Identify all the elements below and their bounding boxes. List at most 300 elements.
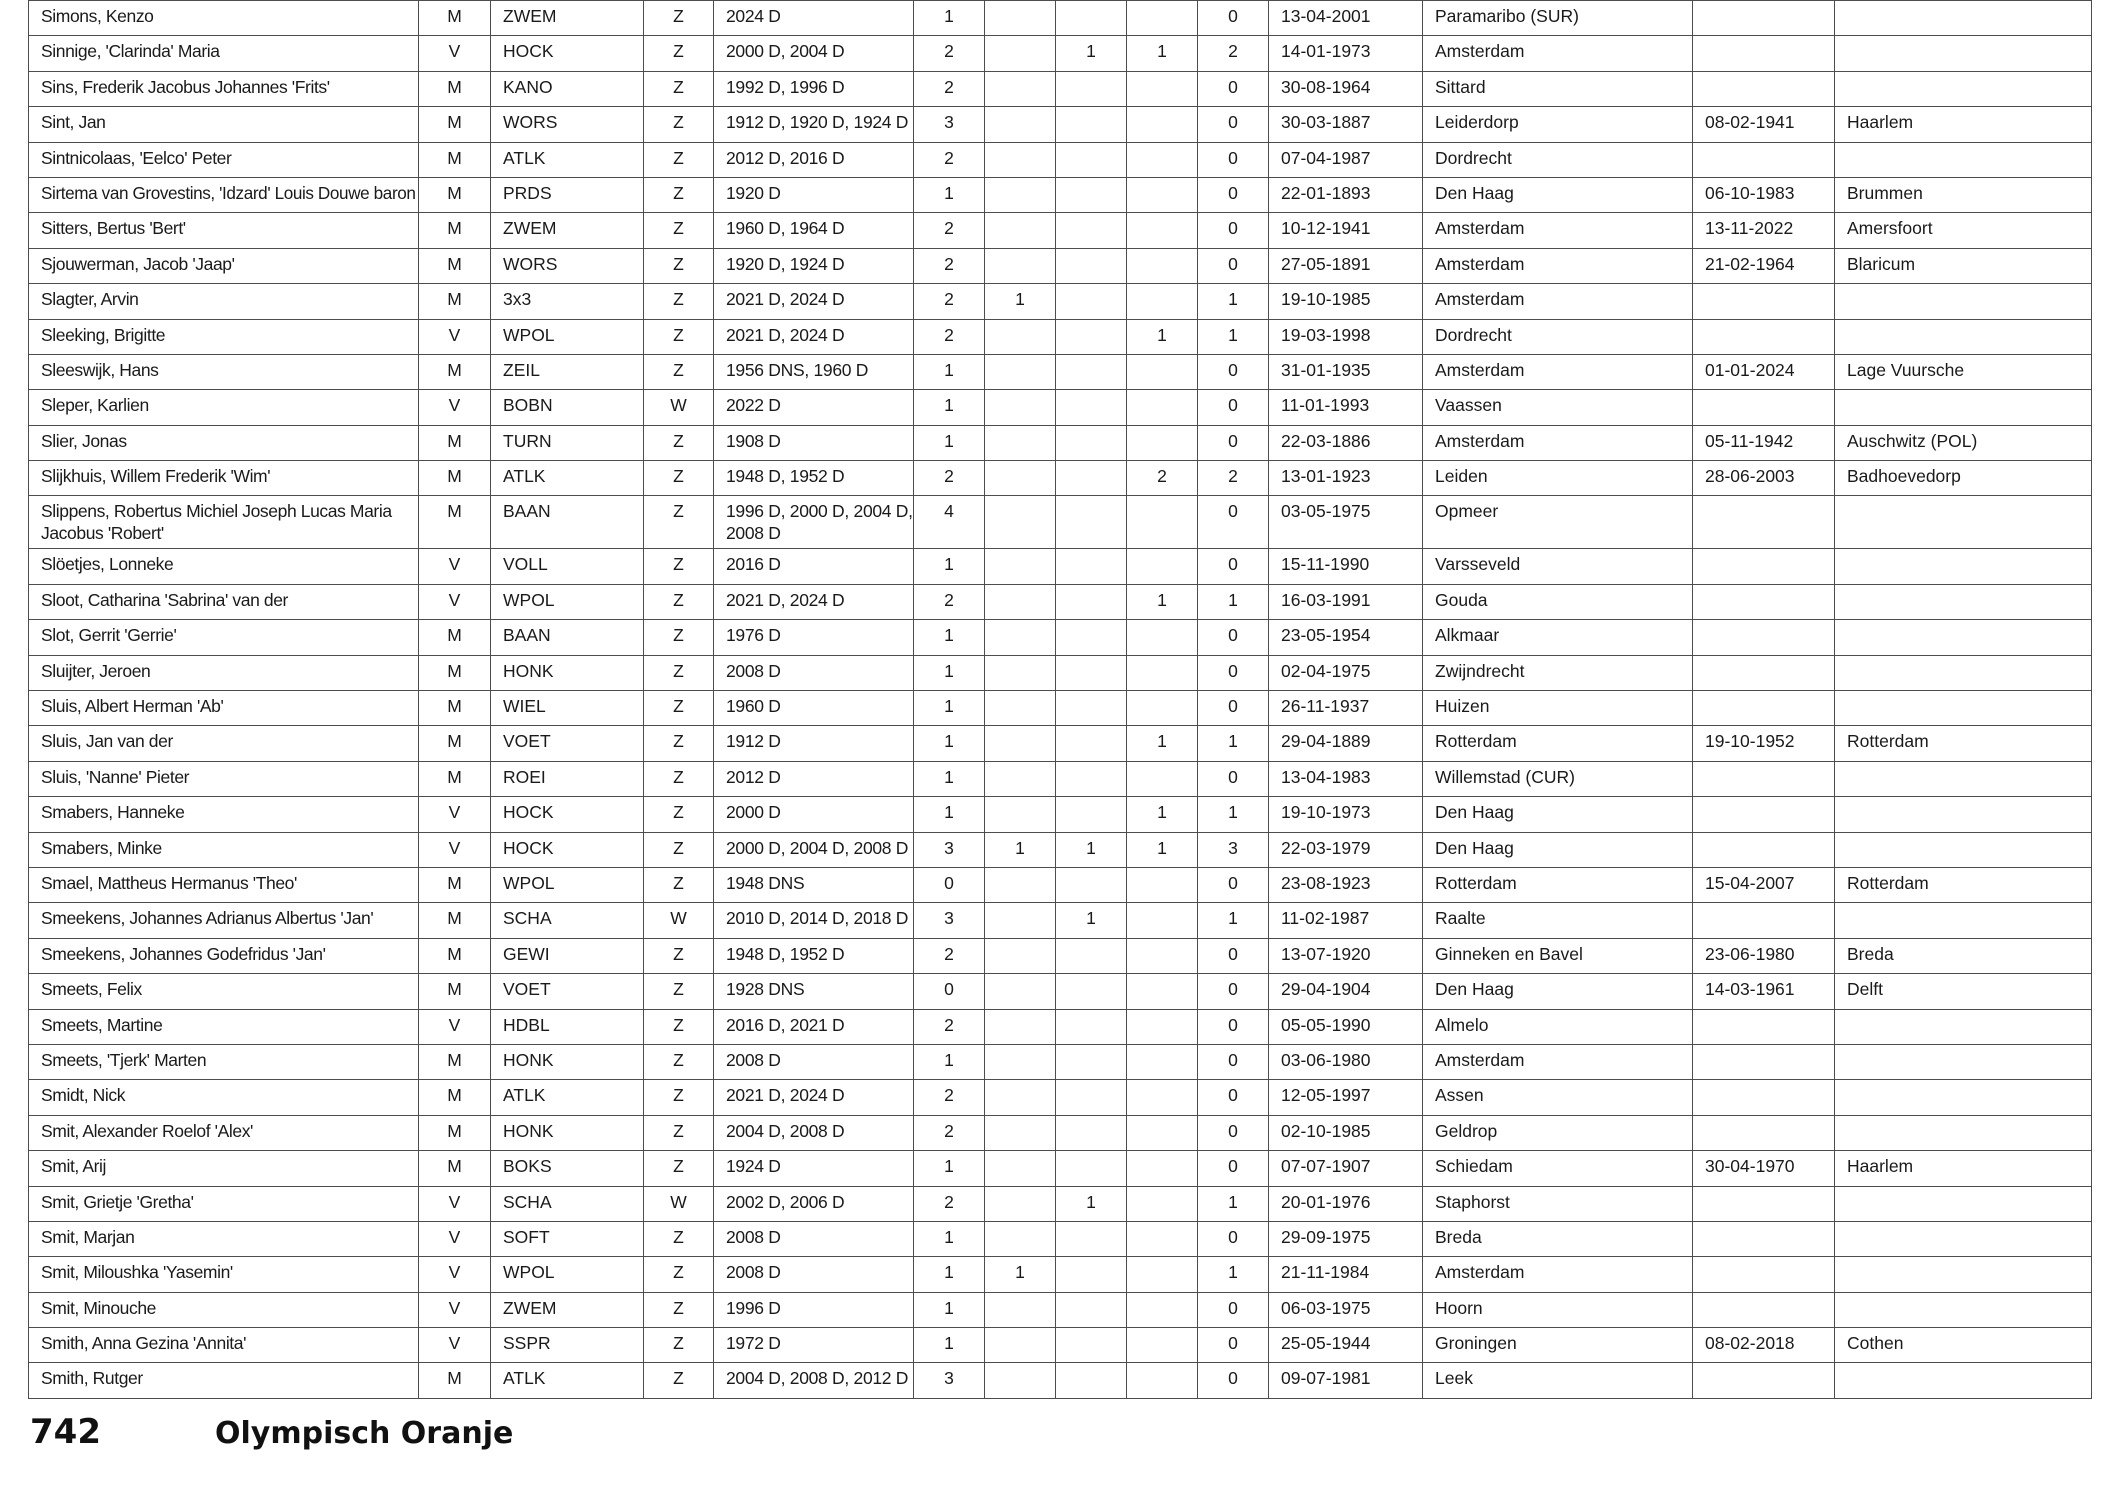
sport-code-cell: BAAN xyxy=(491,496,644,549)
games-cell: 1924 D xyxy=(714,1151,914,1186)
death-date-cell xyxy=(1693,1080,1835,1115)
season-cell: Z xyxy=(644,938,714,973)
table-row xyxy=(29,867,2092,902)
death-place-cell: Blaricum xyxy=(1835,248,2092,283)
birth-place-cell: Varsseveld xyxy=(1423,549,1693,584)
games-count-cell: 1 xyxy=(914,691,985,726)
table-row xyxy=(29,425,2092,460)
medal-total-cell: 0 xyxy=(1198,390,1269,425)
bronze-count-cell: 1 xyxy=(1127,36,1198,71)
birth-date-cell: 30-08-1964 xyxy=(1269,71,1423,106)
season-cell: Z xyxy=(644,107,714,142)
games-count-cell: 1 xyxy=(914,726,985,761)
games-cell: 1960 D xyxy=(714,691,914,726)
death-place-cell xyxy=(1835,584,2092,619)
silver-count-cell xyxy=(1056,726,1127,761)
bronze-count-cell xyxy=(1127,1363,1198,1398)
athlete-name-cell: Smit, Arij xyxy=(29,1151,419,1186)
birth-place-cell: Geldrop xyxy=(1423,1115,1693,1150)
medal-total-cell: 0 xyxy=(1198,1044,1269,1079)
games-cell: 2008 D xyxy=(714,1257,914,1292)
games-count-cell: 1 xyxy=(914,390,985,425)
season-cell: Z xyxy=(644,1151,714,1186)
sex-cell: V xyxy=(419,1292,491,1327)
games-cell: 2004 D, 2008 D, 2012 D xyxy=(714,1363,914,1398)
death-place-cell: Auschwitz (POL) xyxy=(1835,425,2092,460)
sport-code-cell: WORS xyxy=(491,248,644,283)
birth-place-cell: Dordrecht xyxy=(1423,142,1693,177)
medal-total-cell: 0 xyxy=(1198,1009,1269,1044)
games-count-cell: 1 xyxy=(914,797,985,832)
bronze-count-cell xyxy=(1127,1186,1198,1221)
games-count-cell: 2 xyxy=(914,461,985,496)
bronze-count-cell: 1 xyxy=(1127,584,1198,619)
medal-total-cell: 0 xyxy=(1198,549,1269,584)
season-cell: Z xyxy=(644,761,714,796)
table-row xyxy=(29,1186,2092,1221)
bronze-count-cell xyxy=(1127,761,1198,796)
birth-date-cell: 05-05-1990 xyxy=(1269,1009,1423,1044)
medal-total-cell: 1 xyxy=(1198,319,1269,354)
games-cell: 1928 DNS xyxy=(714,974,914,1009)
athlete-name-cell: Sluis, Albert Herman 'Ab' xyxy=(29,691,419,726)
birth-place-cell: Alkmaar xyxy=(1423,620,1693,655)
games-count-cell: 1 xyxy=(914,1151,985,1186)
silver-count-cell xyxy=(1056,797,1127,832)
gold-count-cell xyxy=(985,461,1056,496)
gold-count-cell xyxy=(985,390,1056,425)
table-row xyxy=(29,177,2092,212)
games-cell: 1920 D, 1924 D xyxy=(714,248,914,283)
table-row xyxy=(29,107,2092,142)
death-date-cell xyxy=(1693,142,1835,177)
sport-code-cell: SCHA xyxy=(491,1186,644,1221)
death-place-cell xyxy=(1835,1115,2092,1150)
birth-place-cell: Den Haag xyxy=(1423,974,1693,1009)
birth-place-cell: Amsterdam xyxy=(1423,213,1693,248)
bronze-count-cell xyxy=(1127,1115,1198,1150)
gold-count-cell xyxy=(985,177,1056,212)
death-date-cell xyxy=(1693,797,1835,832)
season-cell: Z xyxy=(644,974,714,1009)
silver-count-cell xyxy=(1056,142,1127,177)
birth-place-cell: Amsterdam xyxy=(1423,36,1693,71)
bronze-count-cell xyxy=(1127,1,1198,36)
sport-code-cell: HONK xyxy=(491,1115,644,1150)
games-cell: 2016 D, 2021 D xyxy=(714,1009,914,1044)
bronze-count-cell: 1 xyxy=(1127,726,1198,761)
death-place-cell xyxy=(1835,36,2092,71)
games-cell: 1948 DNS xyxy=(714,867,914,902)
athlete-name-cell: Smeets, Felix xyxy=(29,974,419,1009)
games-cell: 1948 D, 1952 D xyxy=(714,461,914,496)
birth-date-cell: 20-01-1976 xyxy=(1269,1186,1423,1221)
sport-code-cell: SOFT xyxy=(491,1221,644,1256)
death-place-cell: Haarlem xyxy=(1835,1151,2092,1186)
games-count-cell: 1 xyxy=(914,1,985,36)
gold-count-cell xyxy=(985,903,1056,938)
games-count-cell: 2 xyxy=(914,584,985,619)
birth-place-cell: Dordrecht xyxy=(1423,319,1693,354)
medal-total-cell: 0 xyxy=(1198,354,1269,389)
games-count-cell: 1 xyxy=(914,354,985,389)
medal-total-cell: 0 xyxy=(1198,425,1269,460)
sport-code-cell: HOCK xyxy=(491,36,644,71)
birth-place-cell: Sittard xyxy=(1423,71,1693,106)
season-cell: Z xyxy=(644,832,714,867)
birth-place-cell: Paramaribo (SUR) xyxy=(1423,1,1693,36)
birth-date-cell: 07-04-1987 xyxy=(1269,142,1423,177)
athlete-name-cell: Smeekens, Johannes Adrianus Albertus 'Jan' xyxy=(29,903,419,938)
medal-total-cell: 0 xyxy=(1198,1363,1269,1398)
table-row xyxy=(29,248,2092,283)
sex-cell: M xyxy=(419,1115,491,1150)
birth-date-cell: 13-04-2001 xyxy=(1269,1,1423,36)
sex-cell: M xyxy=(419,425,491,460)
sex-cell: M xyxy=(419,248,491,283)
games-cell: 2024 D xyxy=(714,1,914,36)
silver-count-cell xyxy=(1056,496,1127,549)
sex-cell: M xyxy=(419,655,491,690)
bronze-count-cell xyxy=(1127,867,1198,902)
sport-code-cell: BOKS xyxy=(491,1151,644,1186)
bronze-count-cell xyxy=(1127,655,1198,690)
table-row xyxy=(29,1257,2092,1292)
sex-cell: V xyxy=(419,1221,491,1256)
birth-date-cell: 31-01-1935 xyxy=(1269,354,1423,389)
season-cell: Z xyxy=(644,797,714,832)
table-row xyxy=(29,1044,2092,1079)
medal-total-cell: 3 xyxy=(1198,832,1269,867)
season-cell: Z xyxy=(644,1080,714,1115)
sport-code-cell: 3x3 xyxy=(491,284,644,319)
death-date-cell xyxy=(1693,655,1835,690)
gold-count-cell: 1 xyxy=(985,1257,1056,1292)
death-place-cell xyxy=(1835,903,2092,938)
birth-date-cell: 11-01-1993 xyxy=(1269,390,1423,425)
games-count-cell: 2 xyxy=(914,284,985,319)
games-cell: 2000 D, 2004 D xyxy=(714,36,914,71)
games-count-cell: 2 xyxy=(914,319,985,354)
birth-place-cell: Amsterdam xyxy=(1423,354,1693,389)
death-place-cell xyxy=(1835,71,2092,106)
gold-count-cell xyxy=(985,496,1056,549)
birth-place-cell: Willemstad (CUR) xyxy=(1423,761,1693,796)
gold-count-cell xyxy=(985,974,1056,1009)
sport-code-cell: ZWEM xyxy=(491,213,644,248)
medal-total-cell: 1 xyxy=(1198,1257,1269,1292)
bronze-count-cell xyxy=(1127,691,1198,726)
table-row xyxy=(29,761,2092,796)
table-row xyxy=(29,354,2092,389)
games-cell: 1972 D xyxy=(714,1328,914,1363)
table-row xyxy=(29,1292,2092,1327)
medal-total-cell: 0 xyxy=(1198,1151,1269,1186)
table-row xyxy=(29,1151,2092,1186)
death-place-cell xyxy=(1835,655,2092,690)
games-count-cell: 2 xyxy=(914,71,985,106)
sex-cell: M xyxy=(419,284,491,319)
games-cell: 2010 D, 2014 D, 2018 D xyxy=(714,903,914,938)
season-cell: Z xyxy=(644,354,714,389)
sport-code-cell: ZEIL xyxy=(491,354,644,389)
silver-count-cell: 1 xyxy=(1056,832,1127,867)
medal-total-cell: 0 xyxy=(1198,1292,1269,1327)
sport-code-cell: WPOL xyxy=(491,867,644,902)
medal-total-cell: 0 xyxy=(1198,1115,1269,1150)
birth-date-cell: 25-05-1944 xyxy=(1269,1328,1423,1363)
athlete-name-cell: Smeets, 'Tjerk' Marten xyxy=(29,1044,419,1079)
table-row xyxy=(29,1328,2092,1363)
athlete-name-cell: Smidt, Nick xyxy=(29,1080,419,1115)
games-cell: 2000 D xyxy=(714,797,914,832)
games-count-cell: 1 xyxy=(914,1292,985,1327)
bronze-count-cell xyxy=(1127,974,1198,1009)
birth-date-cell: 03-05-1975 xyxy=(1269,496,1423,549)
athlete-name-cell: Smith, Rutger xyxy=(29,1363,419,1398)
death-date-cell: 05-11-1942 xyxy=(1693,425,1835,460)
gold-count-cell xyxy=(985,1221,1056,1256)
birth-place-cell: Opmeer xyxy=(1423,496,1693,549)
sex-cell: V xyxy=(419,1186,491,1221)
silver-count-cell xyxy=(1056,71,1127,106)
silver-count-cell: 1 xyxy=(1056,36,1127,71)
death-date-cell: 08-02-2018 xyxy=(1693,1328,1835,1363)
games-count-cell: 1 xyxy=(914,1221,985,1256)
athlete-name-cell: Smael, Mattheus Hermanus 'Theo' xyxy=(29,867,419,902)
birth-date-cell: 19-10-1973 xyxy=(1269,797,1423,832)
games-count-cell: 0 xyxy=(914,974,985,1009)
table-row xyxy=(29,1,2092,36)
birth-date-cell: 12-05-1997 xyxy=(1269,1080,1423,1115)
silver-count-cell xyxy=(1056,655,1127,690)
games-count-cell: 1 xyxy=(914,1044,985,1079)
death-date-cell xyxy=(1693,36,1835,71)
birth-date-cell: 22-03-1979 xyxy=(1269,832,1423,867)
silver-count-cell xyxy=(1056,761,1127,796)
birth-place-cell: Amsterdam xyxy=(1423,1257,1693,1292)
table-row xyxy=(29,213,2092,248)
birth-place-cell: Amsterdam xyxy=(1423,248,1693,283)
bronze-count-cell: 1 xyxy=(1127,319,1198,354)
season-cell: Z xyxy=(644,620,714,655)
games-count-cell: 2 xyxy=(914,1115,985,1150)
games-count-cell: 2 xyxy=(914,142,985,177)
sport-code-cell: TURN xyxy=(491,425,644,460)
sex-cell: M xyxy=(419,1044,491,1079)
games-cell: 1960 D, 1964 D xyxy=(714,213,914,248)
medal-total-cell: 2 xyxy=(1198,36,1269,71)
sport-code-cell: SSPR xyxy=(491,1328,644,1363)
season-cell: Z xyxy=(644,1292,714,1327)
birth-date-cell: 21-11-1984 xyxy=(1269,1257,1423,1292)
games-count-cell: 2 xyxy=(914,1186,985,1221)
death-place-cell xyxy=(1835,142,2092,177)
death-date-cell: 08-02-1941 xyxy=(1693,107,1835,142)
sport-code-cell: ATLK xyxy=(491,142,644,177)
games-count-cell: 1 xyxy=(914,549,985,584)
death-date-cell xyxy=(1693,549,1835,584)
season-cell: Z xyxy=(644,213,714,248)
bronze-count-cell xyxy=(1127,1221,1198,1256)
silver-count-cell xyxy=(1056,1115,1127,1150)
death-date-cell xyxy=(1693,1257,1835,1292)
games-cell: 1996 D xyxy=(714,1292,914,1327)
death-place-cell xyxy=(1835,496,2092,549)
athlete-name-cell: Sleeswijk, Hans xyxy=(29,354,419,389)
season-cell: Z xyxy=(644,461,714,496)
death-date-cell xyxy=(1693,1009,1835,1044)
silver-count-cell xyxy=(1056,1044,1127,1079)
silver-count-cell xyxy=(1056,620,1127,655)
games-cell: 1912 D xyxy=(714,726,914,761)
bronze-count-cell xyxy=(1127,354,1198,389)
gold-count-cell xyxy=(985,549,1056,584)
bronze-count-cell xyxy=(1127,213,1198,248)
gold-count-cell xyxy=(985,1080,1056,1115)
birth-date-cell: 29-09-1975 xyxy=(1269,1221,1423,1256)
bronze-count-cell xyxy=(1127,390,1198,425)
death-date-cell xyxy=(1693,319,1835,354)
season-cell: Z xyxy=(644,691,714,726)
birth-date-cell: 13-01-1923 xyxy=(1269,461,1423,496)
sex-cell: M xyxy=(419,177,491,212)
sport-code-cell: VOLL xyxy=(491,549,644,584)
games-count-cell: 1 xyxy=(914,1328,985,1363)
sex-cell: M xyxy=(419,974,491,1009)
silver-count-cell xyxy=(1056,1292,1127,1327)
gold-count-cell xyxy=(985,36,1056,71)
gold-count-cell xyxy=(985,1292,1056,1327)
death-place-cell xyxy=(1835,390,2092,425)
table-row xyxy=(29,461,2092,496)
season-cell: Z xyxy=(644,655,714,690)
table-row xyxy=(29,584,2092,619)
sex-cell: M xyxy=(419,354,491,389)
bronze-count-cell: 1 xyxy=(1127,797,1198,832)
gold-count-cell xyxy=(985,142,1056,177)
season-cell: Z xyxy=(644,584,714,619)
birth-place-cell: Den Haag xyxy=(1423,177,1693,212)
sex-cell: V xyxy=(419,1257,491,1292)
death-place-cell xyxy=(1835,284,2092,319)
birth-date-cell: 13-07-1920 xyxy=(1269,938,1423,973)
sport-code-cell: HDBL xyxy=(491,1009,644,1044)
death-place-cell xyxy=(1835,1257,2092,1292)
death-place-cell xyxy=(1835,1186,2092,1221)
games-count-cell: 2 xyxy=(914,1009,985,1044)
season-cell: Z xyxy=(644,1,714,36)
birth-place-cell: Almelo xyxy=(1423,1009,1693,1044)
silver-count-cell xyxy=(1056,319,1127,354)
birth-date-cell: 27-05-1891 xyxy=(1269,248,1423,283)
games-cell: 2008 D xyxy=(714,1221,914,1256)
sport-code-cell: ATLK xyxy=(491,1363,644,1398)
medal-total-cell: 0 xyxy=(1198,1328,1269,1363)
birth-date-cell: 22-03-1886 xyxy=(1269,425,1423,460)
medal-total-cell: 1 xyxy=(1198,797,1269,832)
birth-date-cell: 07-07-1907 xyxy=(1269,1151,1423,1186)
birth-place-cell: Staphorst xyxy=(1423,1186,1693,1221)
gold-count-cell xyxy=(985,938,1056,973)
birth-date-cell: 29-04-1889 xyxy=(1269,726,1423,761)
bronze-count-cell xyxy=(1127,549,1198,584)
sport-code-cell: HONK xyxy=(491,1044,644,1079)
athlete-name-cell: Slot, Gerrit 'Gerrie' xyxy=(29,620,419,655)
sport-code-cell: HOCK xyxy=(491,832,644,867)
sex-cell: M xyxy=(419,620,491,655)
sex-cell: M xyxy=(419,1080,491,1115)
season-cell: Z xyxy=(644,1221,714,1256)
medal-total-cell: 0 xyxy=(1198,177,1269,212)
death-place-cell xyxy=(1835,761,2092,796)
athlete-name-cell: Slöetjes, Lonneke xyxy=(29,549,419,584)
table-row xyxy=(29,319,2092,354)
gold-count-cell xyxy=(985,354,1056,389)
sex-cell: M xyxy=(419,938,491,973)
season-cell: Z xyxy=(644,177,714,212)
table-row xyxy=(29,691,2092,726)
birth-date-cell: 10-12-1941 xyxy=(1269,213,1423,248)
bronze-count-cell xyxy=(1127,142,1198,177)
silver-count-cell xyxy=(1056,390,1127,425)
gold-count-cell xyxy=(985,620,1056,655)
birth-date-cell: 15-11-1990 xyxy=(1269,549,1423,584)
birth-place-cell: Amsterdam xyxy=(1423,425,1693,460)
sport-code-cell: WPOL xyxy=(491,584,644,619)
birth-date-cell: 02-04-1975 xyxy=(1269,655,1423,690)
bronze-count-cell xyxy=(1127,938,1198,973)
sport-code-cell: KANO xyxy=(491,71,644,106)
gold-count-cell xyxy=(985,1115,1056,1150)
season-cell: W xyxy=(644,390,714,425)
birth-place-cell: Gouda xyxy=(1423,584,1693,619)
death-place-cell xyxy=(1835,832,2092,867)
death-place-cell xyxy=(1835,691,2092,726)
medal-total-cell: 0 xyxy=(1198,71,1269,106)
death-date-cell xyxy=(1693,1,1835,36)
birth-date-cell: 19-10-1985 xyxy=(1269,284,1423,319)
athlete-name-cell: Slippens, Robertus Michiel Joseph Lucas Maria Jacobus 'Robert' xyxy=(29,496,419,549)
season-cell: Z xyxy=(644,867,714,902)
birth-place-cell: Den Haag xyxy=(1423,797,1693,832)
silver-count-cell xyxy=(1056,107,1127,142)
gold-count-cell: 1 xyxy=(985,284,1056,319)
table-row xyxy=(29,655,2092,690)
gold-count-cell xyxy=(985,655,1056,690)
gold-count-cell xyxy=(985,1328,1056,1363)
season-cell: Z xyxy=(644,319,714,354)
death-date-cell: 21-02-1964 xyxy=(1693,248,1835,283)
death-place-cell: Rotterdam xyxy=(1835,726,2092,761)
games-count-cell: 0 xyxy=(914,867,985,902)
table-row xyxy=(29,1221,2092,1256)
athlete-name-cell: Slagter, Arvin xyxy=(29,284,419,319)
death-place-cell xyxy=(1835,620,2092,655)
death-place-cell: Lage Vuursche xyxy=(1835,354,2092,389)
sport-code-cell: ATLK xyxy=(491,461,644,496)
birth-place-cell: Vaassen xyxy=(1423,390,1693,425)
games-count-cell: 3 xyxy=(914,903,985,938)
birth-date-cell: 22-01-1893 xyxy=(1269,177,1423,212)
silver-count-cell xyxy=(1056,177,1127,212)
sex-cell: V xyxy=(419,1328,491,1363)
athlete-name-cell: Smabers, Hanneke xyxy=(29,797,419,832)
death-date-cell: 06-10-1983 xyxy=(1693,177,1835,212)
birth-place-cell: Leiden xyxy=(1423,461,1693,496)
gold-count-cell xyxy=(985,107,1056,142)
season-cell: Z xyxy=(644,1363,714,1398)
